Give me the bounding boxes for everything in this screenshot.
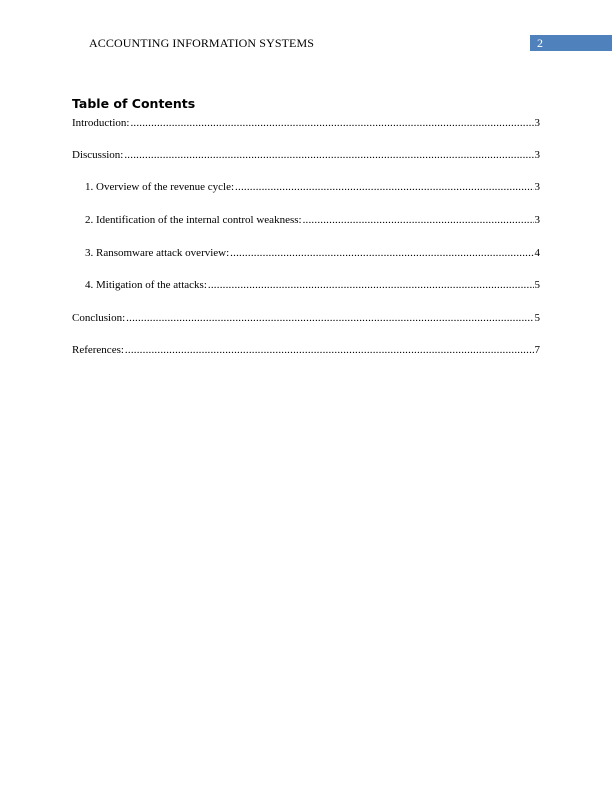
toc-entry-label: Introduction: (72, 117, 130, 129)
dot-leader (235, 180, 533, 195)
toc-entry-label: References: (72, 344, 124, 356)
toc-entry-label: Discussion: (72, 149, 124, 161)
dot-leader (130, 116, 533, 131)
toc-entry-ransomware[interactable] (85, 246, 540, 261)
dot-leader (208, 278, 534, 293)
dot-leader (230, 246, 533, 261)
toc-entry-label: 1. Overview of the revenue cycle: (85, 181, 235, 193)
toc-entry-mitigation[interactable] (85, 278, 540, 293)
toc-entry-control-weakness[interactable] (85, 213, 540, 228)
toc-entry-conclusion[interactable] (72, 311, 540, 326)
toc-entry-page: 3 (534, 149, 540, 161)
toc-entry-revenue-cycle[interactable] (85, 180, 540, 195)
dot-leader (125, 343, 534, 358)
toc-entry-page: 5 (534, 279, 540, 291)
page-number-badge (530, 35, 612, 51)
toc-entry-label: 3. Ransomware attack overview: (85, 247, 230, 259)
running-header-title: ACCOUNTING INFORMATION SYSTEMS (89, 36, 315, 50)
toc-entry-page: 3 (534, 117, 540, 129)
dot-leader (126, 311, 533, 326)
toc-heading: Table of Contents (72, 96, 196, 111)
toc-entry-page: 3 (534, 181, 540, 193)
dot-leader (124, 148, 533, 163)
toc-entry-label: 2. Identification of the internal control weakness: (85, 214, 302, 226)
toc-entry-introduction[interactable] (72, 116, 540, 131)
toc-entry-label: 4. Mitigation of the attacks: (85, 279, 207, 291)
toc-entry-references[interactable] (72, 343, 540, 358)
toc-entry-page: 4 (534, 247, 540, 259)
toc-entry-page: 5 (534, 312, 540, 324)
page-number: 2 (537, 36, 543, 50)
toc-entry-page: 3 (534, 214, 540, 226)
toc-entry-discussion[interactable] (72, 148, 540, 163)
dot-leader (303, 213, 534, 228)
toc-entry-label: Conclusion: (72, 312, 126, 324)
toc-entry-page: 7 (534, 344, 540, 356)
